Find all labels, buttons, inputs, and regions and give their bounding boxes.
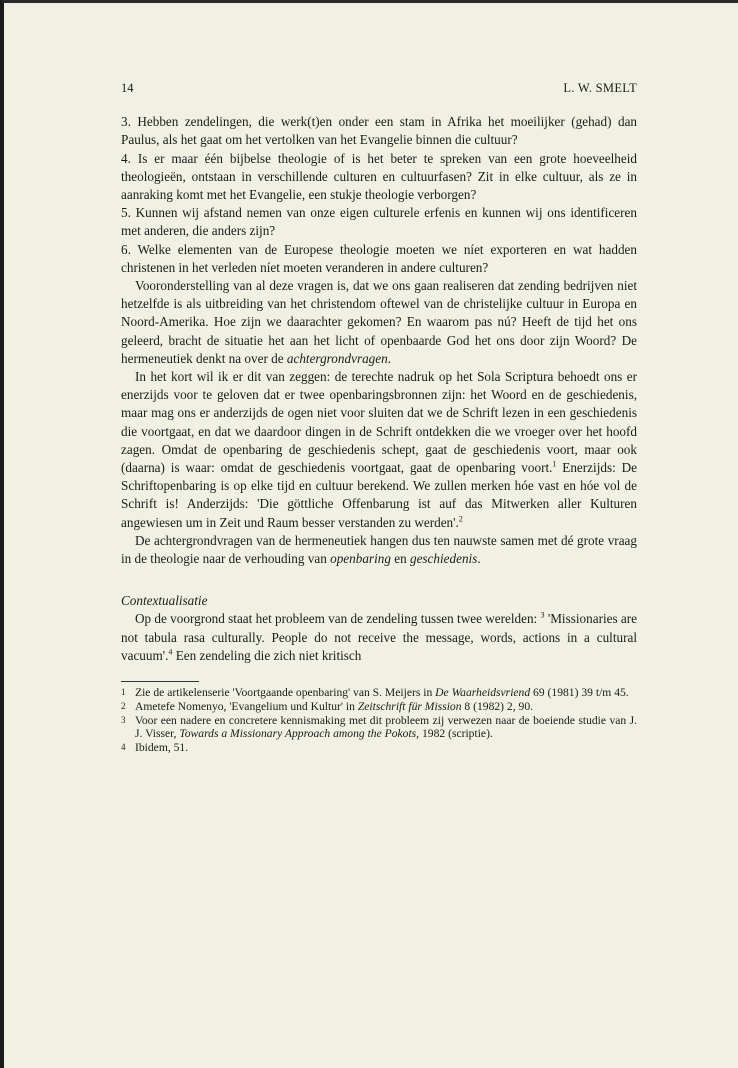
- book-page: [121, 79, 637, 755]
- question-3: 3. Hebben zendelingen, die werk(t)en onder een stam in Afrika het moeilijker (gehad) dan Paulus, als het gaat om het vertolken van het Evangelie binnen die cultuur?: [121, 114, 638, 148]
- footnote-ref-3: 3: [540, 611, 545, 621]
- paragraph-sola-scriptura: In het kort wil ik er dit van zeggen: de terechte nadruk op het Sola Scriptura behoedt ons er enerzijds voor te geloven dat er twee openbaringsbronnen zijn: het Woord en de geschiedenis, maar mag ons er anderzijds de ogen niet voor sluiten dat we de Schrift lezen in een geschiedenis die voortgaat, en dat we daardoor dingen in de Schrift ontdekken die we vroeger over het hoofd zagen. Omdat de openbaring de geschiedenis schept, gaat de geschiedenis voort, maar ook (daarna) is waar: omdat de geschiedenis voortgaat, gaat de openbaring voort.$^1$ Enerzijds: De Schriftopenbaring is op elke tijd en cultuur berekend. We zullen merken hóe vast en hóe vol de Schrift is! Anderzijds: 'Die göttliche Offenbarung ist auf das Mitwerken aller Kulturen angewiesen um in Zeit und Raum besser verstanden zu werden'.$^2$: [121, 369, 637, 530]
- running-header: [121, 79, 637, 97]
- footnote-4: 4 Ibidem, 51.: [121, 741, 189, 755]
- section-heading: Contextualisatie: [121, 593, 208, 609]
- paragraph-hermeneutics: De achtergrondvragen van de hermeneutiek hangen dus ten nauwste samen met dé grote vraag in de theologie naar de verhouding van openbaring en geschiedenis.: [121, 532, 637, 567]
- question-6: 6. Welke elementen van de Europese theologie moeten we níet exporteren en wat hadden christenen in het verleden níet moeten veranderen in andere culturen?: [121, 241, 638, 275]
- paragraph-contextualisation: Op de voorgrond staat het probleem van de zendeling tussen twee werelden: $^3$ 'Missionaries are not tabula rasa culturally. People do not receive the message, words, actions in a cultural vacuum'.$^4$ Een zendeling die zich niet kritisch: [121, 611, 638, 663]
- question-5: 5. Kunnen wij afstand nemen van onze eigen culturele erfenis en kunnen wij ons identificeren met anderen, die anders zijn?: [121, 205, 637, 239]
- paragraph-presupposition: Vooronderstelling van al deze vragen is, dat we ons gaan realiseren dat zending bedrijven niet hetzelfde is als uitbreiding van het christendom oftewel van de christelijke cultuur in Europa en Noord-Amerika. Hoe zijn we daarachter gekomen? En waarom pas nú? Heeft de tijd het ons geleerd, bracht de situatie het aan het licht of openbaarde God het ons door zijn Woord? De hermeneutiek denkt na over de achtergrondvragen.: [121, 278, 637, 366]
- page-number: 14: [121, 81, 134, 95]
- footnote-3: 3 Voor een nadere en concretere kennismaking met dit probleem zij verwezen naar de boeiende studie van J. J. Visser, Towards a Missionary Approach among the Pokots, 1982 (scriptie).: [121, 713, 637, 741]
- footnote-1: 1 Zie de artikelenserie 'Voortgaande openbaring' van S. Meijers in De Waarheidsvriend 69 (1981) 39 t/m 45.: [121, 686, 629, 700]
- footnote-divider: [121, 681, 199, 682]
- footnote-ref-1: 1: [552, 459, 557, 469]
- running-author: L. W. SMELT: [563, 81, 637, 95]
- footnote-ref-2: 2: [458, 514, 463, 524]
- question-4: 4. Is er maar één bijbelse theologie of is het beter te spreken van een grote hoeveelheid theologieën, ontstaan in verschillende culturen en cultuurfasen? Zit in elke cultuur, als ze in aanraking komt met het Evangelie, een stukje theologie verborgen?: [121, 150, 637, 203]
- footnote-ref-4: 4: [168, 647, 173, 657]
- footnote-2: 2 Ametefe Nomenyo, 'Evangelium und Kultur' in Zeitschrift für Mission 8 (1982) 2, 90.: [121, 699, 534, 713]
